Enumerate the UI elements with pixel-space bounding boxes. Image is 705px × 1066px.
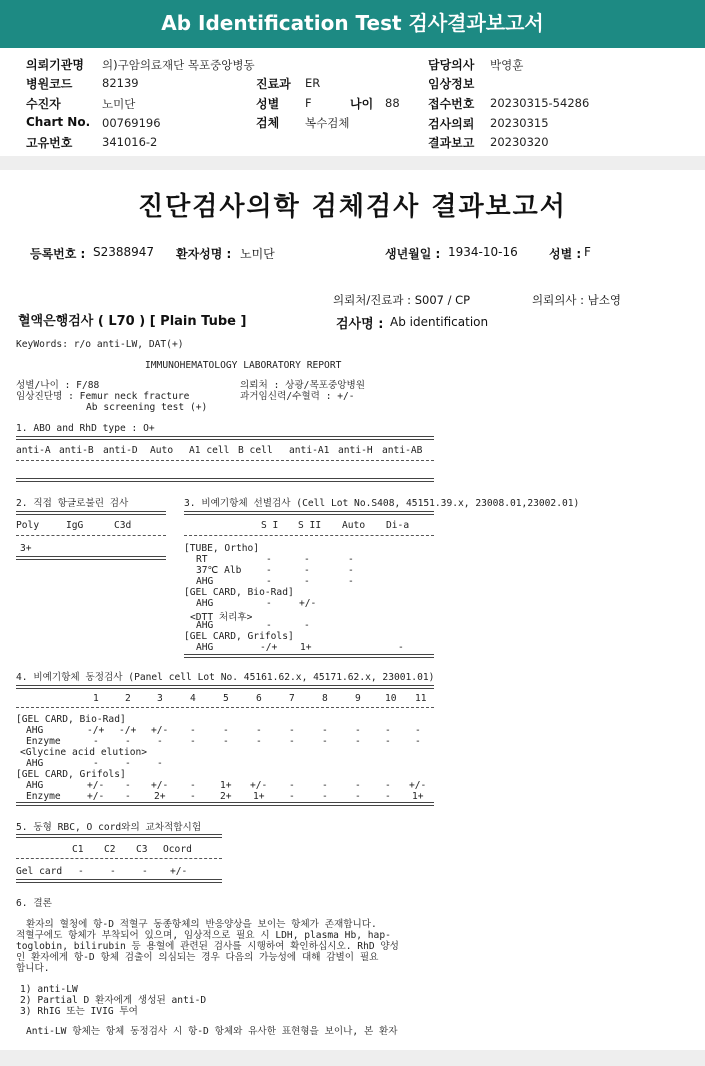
conclusion-line-1: 환자의 혈청에 항-D 적혈구 동종항체의 반응양상을 보이는 항체가 존재합니다. (26, 919, 377, 930)
sec5-cell-2: - (142, 866, 148, 877)
sec4-row-label: Enzyme (26, 791, 61, 802)
sec4-cell: - (385, 791, 391, 802)
sec5-title: 5. 동형 RBC, O cord와의 교차적합시험 (16, 822, 202, 833)
sec4-cell: - (93, 758, 99, 769)
sec4-row-label: AHG (26, 725, 44, 736)
dob-value: 1934-10-16 (448, 245, 518, 259)
conclusion-last-line: Anti-LW 항체는 항체 동정검사 시 항-D 항체와 유사한 표현형을 보이나, 본 환자 (26, 1026, 398, 1037)
sec4-cell: - (223, 736, 229, 747)
sec3-cell: - (304, 554, 310, 565)
sec4-cell: +/- (151, 725, 169, 736)
sec4-cell: +/- (409, 780, 427, 791)
conclusion-line-2: 적혈구에도 항체가 부착되어 있으며, 임상적으로 필요 시 LDH, plasma Hb, hap- (16, 930, 391, 941)
age-label: 나이 (350, 97, 374, 111)
sec4-cell: 2+ (220, 791, 232, 802)
history-line: 과거임신력/수혈력 : +/- (240, 391, 355, 402)
specimen-value: 복수검체 (305, 116, 350, 130)
sec4-cell: 1+ (253, 791, 265, 802)
chart-label: Chart No. (26, 115, 91, 129)
referrer-line: 의뢰처 : 상광/목포중앙병원 (240, 380, 366, 391)
sec3-row-label: RT (196, 554, 208, 565)
sec4-row-label: <Glycine acid elution> (20, 747, 148, 758)
unique-value: 341016-2 (102, 135, 158, 149)
sec3-row-label: AHG (196, 598, 214, 609)
sec2-header-1: IgG (66, 520, 84, 531)
hospital-code-value: 82139 (102, 76, 139, 90)
sec1-header-8: anti-AB (382, 445, 423, 456)
banner-title: Ab Identification Test 검사결과보고서 (161, 11, 544, 35)
sec5-rule-top (16, 834, 222, 838)
sec3-header-0: S I (261, 520, 279, 531)
institution-label: 의뢰기관명 (26, 58, 84, 72)
sec4-cell: - (125, 780, 131, 791)
sec4-header: 3 (157, 693, 163, 704)
dept-line: 의뢰처/진료과 : S007 / CP (333, 293, 471, 307)
sec4-header: 9 (355, 693, 361, 704)
test-group: 혈액은행검사 ( L70 ) [ Plain Tube ] (18, 314, 247, 329)
sec2-value-0: 3+ (20, 543, 32, 554)
sec4-cell: +/- (250, 780, 268, 791)
sex-label: 성별 (256, 97, 280, 111)
sec3-cell: - (266, 576, 272, 587)
sec4-cell: - (190, 725, 196, 736)
sec5-rule-mid (16, 858, 222, 859)
sec1-rule-bottom (16, 478, 434, 482)
sec4-cell: 2+ (154, 791, 166, 802)
sec4-cell: - (385, 780, 391, 791)
differential-3: 3) RhIG 또는 IVIG 투여 (20, 1006, 138, 1017)
sec4-cell: -/+ (87, 725, 105, 736)
sec1-header-6: anti-A1 (289, 445, 330, 456)
sec4-cell: - (322, 780, 328, 791)
sec5-rule-bottom (16, 879, 222, 883)
sec3-cell: 1+ (300, 642, 312, 653)
sec3-row-label: [TUBE, Ortho] (184, 543, 260, 554)
sec4-header: 6 (256, 693, 262, 704)
sec4-cell: - (125, 758, 131, 769)
sec3-cell: - (266, 598, 272, 609)
sec3-cell: - (304, 565, 310, 576)
sec4-cell: - (190, 736, 196, 747)
sec6-title: 6. 결론 (16, 898, 52, 909)
sec4-header: 8 (322, 693, 328, 704)
sec4-cell: - (157, 736, 163, 747)
sec4-cell: - (355, 725, 361, 736)
sec4-cell: +/- (87, 791, 105, 802)
sec4-row-label: AHG (26, 758, 44, 769)
receipt-label: 접수번호 (428, 97, 475, 111)
keywords: KeyWords: r/o anti-LW, DAT(+) (16, 339, 184, 350)
sec1-header-5: B cell (238, 445, 273, 456)
sec3-row-label: 37℃ Alb (196, 565, 242, 576)
sec4-cell: - (385, 725, 391, 736)
sec3-rule-mid (184, 535, 434, 536)
sex-label-2: 성별 : (549, 247, 582, 261)
sec4-row-label: AHG (26, 780, 44, 791)
reg-label: 등록번호 : (30, 247, 86, 261)
sec4-cell: - (190, 780, 196, 791)
sec4-cell: - (223, 725, 229, 736)
sec4-cell: 1+ (412, 791, 424, 802)
dept-value: ER (305, 76, 321, 90)
sec5-cell-1: - (110, 866, 116, 877)
sec4-cell: +/- (151, 780, 169, 791)
sec4-rule-mid (16, 707, 434, 708)
sec3-header-2: Auto (342, 520, 366, 531)
sec1-header-2: anti-D (103, 445, 138, 456)
bottom-band (0, 1050, 705, 1066)
report-label: 결과보고 (428, 136, 475, 150)
sec3-cell: - (304, 576, 310, 587)
sec3-cell: - (348, 576, 354, 587)
sec1-title: 1. ABO and RhD type : O+ (16, 423, 155, 434)
reg-value: S2388947 (93, 245, 155, 259)
sec4-header: 7 (289, 693, 295, 704)
sec4-cell: - (256, 725, 262, 736)
test-name-label: 검사명 : (336, 317, 384, 332)
sec4-title: 4. 비예기항체 동정검사 (Panel cell Lot No. 45161.62.x, 45171.62.x, 23001.01) (16, 672, 435, 683)
sec3-cell: - (266, 620, 272, 631)
sec4-row-label: Enzyme (26, 736, 61, 747)
sec4-rule-top (16, 685, 434, 689)
sec1-rule-mid (16, 460, 434, 461)
sec3-row-label: [GEL CARD, Grifols] (184, 631, 294, 642)
sec4-cell: - (289, 791, 295, 802)
sec1-rule-top (16, 436, 434, 440)
conclusion-line-5: 합니다. (16, 963, 50, 974)
sec3-cell: -/+ (260, 642, 278, 653)
sex-age-line: 성별/나이 : F/88 (16, 380, 100, 391)
sec4-cell: - (157, 758, 163, 769)
specimen-label: 검체 (256, 116, 280, 130)
sec3-cell: +/- (299, 598, 317, 609)
sec4-cell: - (322, 725, 328, 736)
age-value: 88 (385, 96, 400, 110)
sec3-cell: - (266, 554, 272, 565)
sec3-rule-top (184, 511, 434, 515)
sec4-cell: -/+ (119, 725, 137, 736)
unique-label: 고유번호 (26, 136, 73, 150)
patient-value: 노미단 (102, 97, 136, 111)
request-value: 20230315 (490, 116, 549, 130)
test-name-value: Ab identification (390, 315, 489, 329)
name-value: 노미단 (240, 247, 275, 261)
report-value: 20230320 (490, 135, 549, 149)
sec1-header-1: anti-B (59, 445, 94, 456)
sec3-cell: - (266, 565, 272, 576)
sec3-rule-bottom (184, 654, 434, 658)
divider-band (0, 156, 705, 170)
sec5-header-3: Ocord (163, 844, 192, 855)
sec4-cell: - (190, 791, 196, 802)
sec4-cell: - (355, 791, 361, 802)
sec4-header: 1 (93, 693, 99, 704)
sec4-cell: - (385, 736, 391, 747)
clinical-label: 임상정보 (428, 77, 475, 91)
sec3-cell: - (398, 642, 404, 653)
sec5-header-1: C2 (104, 844, 116, 855)
sec4-cell: - (256, 736, 262, 747)
sec2-header-0: Poly (16, 520, 40, 531)
report-banner (0, 0, 705, 48)
sec3-row-label: <DTT 처리후> (190, 612, 253, 623)
differential-2: 2) Partial D 환자에게 생성된 anti-D (20, 995, 207, 1006)
sec5-row-label: Gel card (16, 866, 63, 877)
sec3-header-1: S II (298, 520, 322, 531)
sec2-rule-mid (16, 535, 166, 536)
sec3-cell: - (304, 620, 310, 631)
sec1-header-0: anti-A (16, 445, 51, 456)
lab-title: IMMUNOHEMATOLOGY LABORATORY REPORT (145, 360, 342, 371)
dob-label: 생년월일 : (385, 247, 441, 261)
sec4-header: 5 (223, 693, 229, 704)
sec5-cell-0: - (78, 866, 84, 877)
sec4-cell: - (125, 791, 131, 802)
sec2-header-2: C3d (114, 520, 132, 531)
doctor-value: 박영훈 (490, 58, 524, 72)
request-label: 검사의뢰 (428, 117, 475, 131)
sec4-cell: - (125, 736, 131, 747)
sex-value: F (305, 96, 312, 110)
report-title: 진단검사의학 검체검사 결과보고서 (138, 192, 567, 222)
sec2-rule-top (16, 511, 166, 515)
chart-value: 00769196 (102, 116, 161, 130)
sec3-row-label: [GEL CARD, Bio-Rad] (184, 587, 294, 598)
sec4-cell: - (355, 736, 361, 747)
sec4-cell: - (415, 725, 421, 736)
sec4-cell: - (289, 780, 295, 791)
sec5-header-2: C3 (136, 844, 148, 855)
sec3-row-label: AHG (196, 576, 214, 587)
sec1-header-4: A1 cell (189, 445, 230, 456)
doctor-line: 의뢰의사 : 남소영 (532, 293, 621, 307)
sec4-cell: 1+ (220, 780, 232, 791)
dept-label: 진료과 (256, 77, 291, 91)
sec1-header-7: anti-H (338, 445, 373, 456)
sec5-cell-3: +/- (170, 866, 188, 877)
diagnosis-line-1: 임상진단명 : Femur neck fracture (16, 391, 190, 402)
differential-1: 1) anti-LW (20, 984, 78, 995)
doctor-label: 담당의사 (428, 58, 475, 72)
sec4-cell: - (355, 780, 361, 791)
patient-label: 수진자 (26, 97, 61, 111)
diagnosis-line-2: Ab screening test (+) (86, 402, 208, 413)
sec3-row-label: AHG (196, 620, 214, 631)
sec2-title: 2. 직접 항글로불린 검사 (16, 498, 129, 509)
receipt-value: 20230315-54286 (490, 96, 590, 110)
sec4-row-label: [GEL CARD, Bio-Rad] (16, 714, 126, 725)
sec4-cell: - (322, 736, 328, 747)
sec3-title: 3. 비예기항체 선별검사 (Cell Lot No.S408, 45151.39.x, 23008.01,23002.01) (184, 498, 580, 509)
sec1-header-3: Auto (150, 445, 174, 456)
institution-value: 의)구암의료재단 목포중앙병동 (102, 58, 255, 72)
sec4-cell: - (289, 736, 295, 747)
sec4-cell: - (93, 736, 99, 747)
sec2-rule-bottom (16, 556, 166, 560)
sec3-cell: - (348, 554, 354, 565)
sec4-header: 10 (385, 693, 397, 704)
hospital-code-label: 병원코드 (26, 77, 73, 91)
sec4-row-label: [GEL CARD, Grifols] (16, 769, 126, 780)
sec3-cell: - (348, 565, 354, 576)
sec4-cell: - (415, 736, 421, 747)
sec5-header-0: C1 (72, 844, 84, 855)
conclusion-line-3: toglobin, bilirubin 등 용혈에 관련된 검사를 시행하여 확인하십시오. RhD 양성 (16, 941, 399, 952)
sec4-cell: - (289, 725, 295, 736)
sec4-cell: +/- (87, 780, 105, 791)
name-label: 환자성명 : (176, 247, 232, 261)
conclusion-line-4: 인 환자에게 항-D 항체 검출이 의심되는 경우 다음의 가능성에 대해 감별이 필요 (16, 952, 379, 963)
sec4-header: 11 (415, 693, 427, 704)
sex-value-2: F (584, 245, 591, 259)
sec4-cell: - (322, 791, 328, 802)
sec4-header: 4 (190, 693, 196, 704)
sec3-row-label: AHG (196, 642, 214, 653)
sec3-header-3: Di-a (386, 520, 410, 531)
sec4-rule-bottom (16, 802, 434, 806)
sec4-header: 2 (125, 693, 131, 704)
